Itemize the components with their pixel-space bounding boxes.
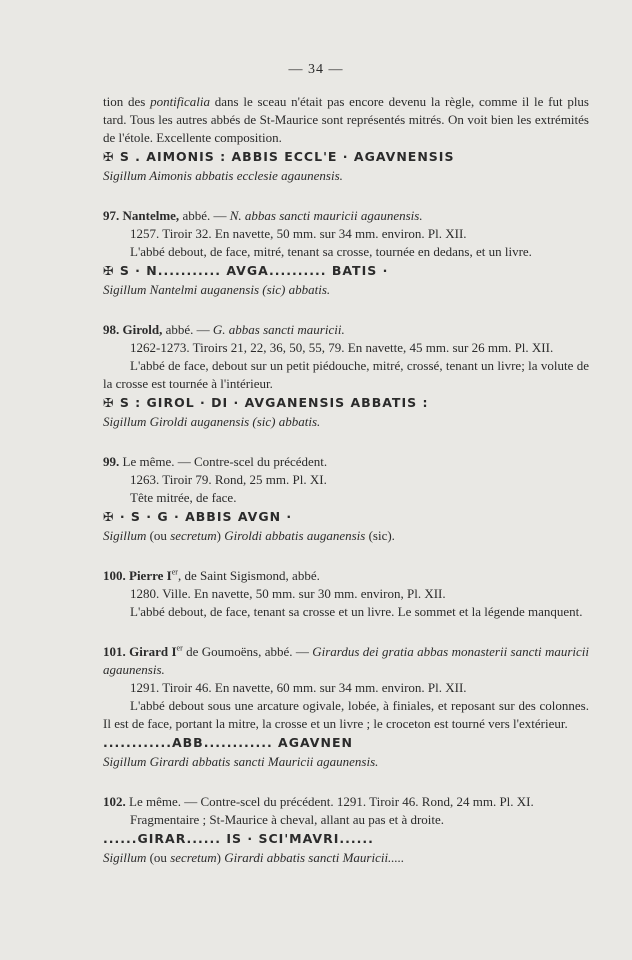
entry-102: [103, 793, 589, 867]
seal-translation: [103, 527, 589, 545]
entry-name: Pierre I: [129, 568, 172, 583]
entry-name: Girard I: [129, 644, 177, 659]
page-number: — 34 —: [288, 62, 344, 77]
intro-paragraph: [103, 93, 589, 147]
translation-part: ): [216, 528, 225, 543]
seal-translation: Sigillum Girardi abbatis sancti Mauricii agaunensis.: [103, 754, 379, 769]
seal-translation: Sigillum Nantelmi auganensis (sic) abbatis.: [103, 282, 331, 297]
seal-legend: ✠ · S · G · ABBIS AVGN ·: [103, 509, 293, 524]
intro-text-b: dans le sceau n'était pas encore devenu la règle, comme il le fut plus tard. Tous les autres abbés de St-Maurice sont représentés mitrés. On voit bien les extrémités de l'étole. Excellente composition.: [103, 94, 589, 145]
entry-latin: G. abbas sancti mauricii.: [212, 322, 345, 337]
entry-97: [103, 207, 589, 299]
entry-desc: 1280. Ville. En navette, 50 mm. sur 30 mm. environ, Pl. XII.: [130, 586, 446, 601]
entry-number: 97.: [103, 208, 120, 223]
entry-101: [103, 643, 589, 771]
entry-desc: 1257. Tiroir 32. En navette, 50 mm. sur 34 mm. environ. Pl. XII.: [130, 226, 467, 241]
entry-latin: N. abbas sancti mauricii agaunensis.: [229, 208, 423, 223]
entry-latin: Girardus dei gratia abbas monasterii sancti mauricii agaunensis.: [103, 644, 590, 677]
entry-role: abbé. —: [162, 322, 213, 337]
entry-role: abbé. —: [179, 208, 230, 223]
entry-heading: [103, 453, 589, 471]
entry-name: Girold,: [122, 322, 163, 337]
seal-legend: ✠ S : GIROL · DI · AVGANENSIS ABBATIS :: [103, 395, 429, 410]
entry-heading: [103, 643, 589, 679]
seal-translation: [103, 849, 589, 867]
translation-part: (ou: [146, 850, 171, 865]
translation-part: Sigillum: [103, 850, 147, 865]
entry-100: [103, 567, 589, 621]
page-content: [103, 93, 589, 867]
entry-name-sup: er: [171, 567, 178, 577]
seal-legend: ............ABB............ AGAVNEN: [103, 735, 353, 750]
seal-legend: ✠ S . AIMONIS : ABBIS ECCL'E · AGAVNENSIS: [103, 149, 455, 164]
entry-name-sup: er: [176, 643, 183, 653]
intro-section: [103, 93, 589, 185]
entry-role: , de Saint Sigismond, abbé.: [177, 568, 320, 583]
entry-heading: [103, 207, 589, 225]
seal-legend: ✠ S · N........... AVGA.......... BATIS ·: [103, 263, 389, 278]
entry-heading: [103, 567, 589, 585]
entry-desc: Fragmentaire ; St-Maurice à cheval, allant au pas et à droite.: [130, 812, 445, 827]
entry-text: Le même. — Contre-scel du précédent.: [119, 454, 328, 469]
translation-part: Sigillum: [103, 528, 147, 543]
entry-number: 98.: [103, 322, 120, 337]
entry-desc: 1291. Tiroir 46. En navette, 60 mm. sur 34 mm. environ. Pl. XII.: [130, 680, 467, 695]
seal-legend: ......GIRAR...... IS · SCI'MAVRI......: [103, 831, 374, 846]
entry-text: Le même. — Contre-scel du précédent. 1291. Tiroir 46. Rond, 24 mm. Pl. XI.: [125, 794, 534, 809]
entry-desc-2: L'abbé debout sous une arcature ogivale, lobée, à finiales, et reposant sur des colonnes. Il est de face, portant la mitre, la crosse et un livre ; le croceton est tourné vers l'extérieur.: [103, 698, 589, 731]
entry-number: 101.: [103, 644, 126, 659]
translation-part: secretum: [170, 850, 217, 865]
entry-desc: 1263. Tiroir 79. Rond, 25 mm. Pl. XI.: [130, 472, 327, 487]
entry-desc-2: L'abbé de face, debout sur un petit piédouche, mitré, crossé, tenant un livre; la volute de la crosse est tournée à l'intérieur.: [103, 358, 589, 391]
seal-translation: Sigillum Aimonis abbatis ecclesie agaunensis.: [103, 168, 343, 183]
entry-desc-2: L'abbé debout, de face, tenant sa crosse et un livre. Le sommet et la légende manquent.: [130, 604, 583, 619]
entry-98: [103, 321, 589, 431]
intro-text-italic: pontificalia: [150, 94, 211, 109]
entry-desc-2: L'abbé debout, de face, mitré, tenant sa crosse, tournée en dedans, et un livre.: [130, 244, 532, 259]
seal-translation: Sigillum Giroldi auganensis (sic) abbatis.: [103, 414, 321, 429]
entry-desc-2: Tête mitrée, de face.: [130, 490, 237, 505]
translation-part: Giroldi abbatis auganensis: [224, 528, 366, 543]
entry-number: 100.: [103, 568, 126, 583]
intro-text-a: tion des: [103, 94, 151, 109]
translation-part: (sic).: [365, 528, 395, 543]
entry-number: 99.: [103, 454, 120, 469]
translation-part: (ou: [146, 528, 171, 543]
entry-name: Nantelme,: [122, 208, 180, 223]
translation-part: Girardi abbatis sancti Mauricii.....: [224, 850, 405, 865]
translation-part: ): [216, 850, 225, 865]
entry-role: de Goumoëns, abbé. —: [182, 644, 313, 659]
entry-99: [103, 453, 589, 545]
entry-desc: 1262-1273. Tiroirs 21, 22, 36, 50, 55, 79. En navette, 45 mm. sur 26 mm. Pl. XII.: [130, 340, 554, 355]
entry-heading: [103, 321, 589, 339]
entry-number: 102.: [103, 794, 126, 809]
entry-heading: [103, 793, 589, 811]
translation-part: secretum: [170, 528, 217, 543]
